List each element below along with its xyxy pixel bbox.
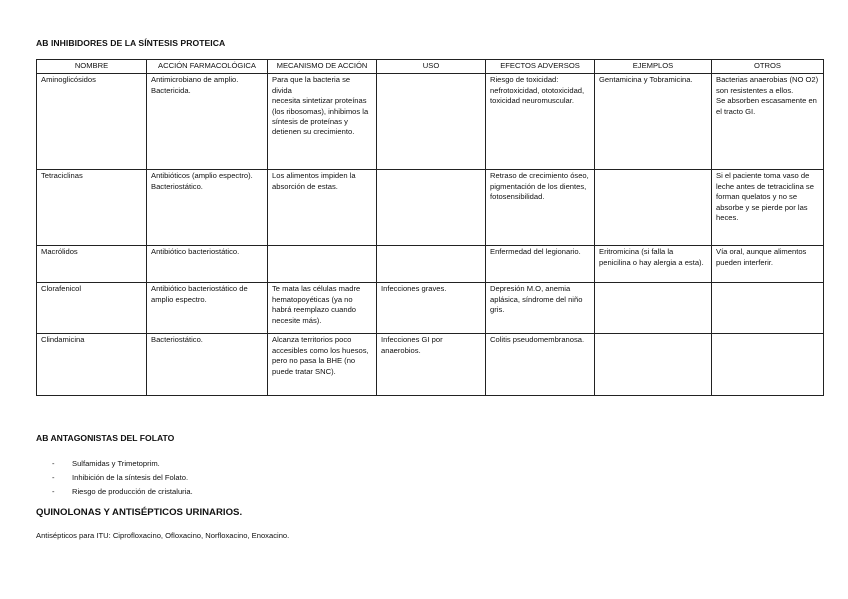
header-mecanismo: MECANISMO DE ACCIÓN xyxy=(268,60,377,74)
table-cell xyxy=(377,74,486,170)
table-row xyxy=(37,170,824,246)
table-cell: Antibióticos (amplio espectro). Bacteriostático. xyxy=(147,170,268,246)
list-item-text: Inhibición de la síntesis del Folato. xyxy=(72,473,189,482)
bullet-marker: - xyxy=(52,487,55,496)
table-cell: Vía oral, aunque alimentos pueden interferir. xyxy=(712,246,824,283)
table-cell: Tetraciclinas xyxy=(37,170,147,246)
header-ejemplos: EJEMPLOS xyxy=(595,60,712,74)
folate-bullet-list xyxy=(52,457,193,499)
table-cell xyxy=(377,246,486,283)
list-item xyxy=(52,471,193,485)
table-cell: Retraso de crecimiento óseo, pigmentación de los dientes, fotosensibilidad. xyxy=(486,170,595,246)
header-nombre: NOMBRE xyxy=(37,60,147,74)
table-cell: Infecciones GI por anaerobios. xyxy=(377,334,486,396)
table-cell: Riesgo de toxicidad: nefrotoxicidad, ototoxicidad, toxicidad neuromuscular. xyxy=(486,74,595,170)
list-item-text: Sulfamidas y Trimetoprim. xyxy=(72,459,160,468)
table-cell: Clindamicina xyxy=(37,334,147,396)
table-row xyxy=(37,74,824,170)
table-cell: Bacterias anaerobias (NO O2) son resistentes a ellos. Se absorben escasamente en el tracto GI. xyxy=(712,74,824,170)
table-cell: Enfermedad del legionario. xyxy=(486,246,595,283)
table-cell: Bacteriostático. xyxy=(147,334,268,396)
table-cell: Si el paciente toma vaso de leche antes de tetraciclina se forman quelatos y no se absorbe y se pierde por las heces. xyxy=(712,170,824,246)
table-cell xyxy=(595,170,712,246)
table-cell xyxy=(595,283,712,334)
section-title-quinolones: QUINOLONAS Y ANTISÉPTICOS URINARIOS. xyxy=(36,507,243,518)
bullet-marker: - xyxy=(52,459,55,468)
table-header-row xyxy=(37,60,824,74)
table-cell: Aminoglicósidos xyxy=(37,74,147,170)
header-uso: USO xyxy=(377,60,486,74)
drug-table xyxy=(36,59,824,396)
section-title-protein-synthesis: AB INHIBIDORES DE LA SÍNTESIS PROTEICA xyxy=(36,38,226,48)
bullet-marker: - xyxy=(52,473,55,482)
table-row xyxy=(37,246,824,283)
list-item-text: Riesgo de producción de cristaluria. xyxy=(72,487,193,496)
table-cell: Gentamicina y Tobramicina. xyxy=(595,74,712,170)
quinolones-paragraph: Antisépticos para ITU: Ciprofloxacino, Ofloxacino, Norfloxacino, Enoxacino. xyxy=(36,531,290,540)
table-cell xyxy=(712,334,824,396)
table-cell: Para que la bacteria se divida necesita sintetizar proteínas (los ribosomas), inhibimos la síntesis de proteínas y detienen su crecimiento. xyxy=(268,74,377,170)
list-item xyxy=(52,485,193,499)
table-cell: Te mata las células madre hematopoyéticas (ya no habrá reemplazo cuando necesite más). xyxy=(268,283,377,334)
table-cell: Depresión M.O, anemia aplásica, síndrome del niño gris. xyxy=(486,283,595,334)
list-item xyxy=(52,457,193,471)
table-cell: Antimicrobiano de amplio. Bactericida. xyxy=(147,74,268,170)
table-cell: Eritromicina (si falla la penicilina o hay alergia a esta). xyxy=(595,246,712,283)
table-cell: Los alimentos impiden la absorción de estas. xyxy=(268,170,377,246)
section-title-folate: AB ANTAGONISTAS DEL FOLATO xyxy=(36,433,175,443)
table-cell: Antibiótico bacteriostático. xyxy=(147,246,268,283)
table-cell: Colitis pseudomembranosa. xyxy=(486,334,595,396)
table-cell xyxy=(712,283,824,334)
table-cell: Macrólidos xyxy=(37,246,147,283)
header-otros: OTROS xyxy=(712,60,824,74)
header-efectos: EFECTOS ADVERSOS xyxy=(486,60,595,74)
table-cell: Alcanza territorios poco accesibles como los huesos, pero no pasa la BHE (no puede tratar SNC). xyxy=(268,334,377,396)
table-row xyxy=(37,283,824,334)
table-cell: Antibiótico bacteriostático de amplio espectro. xyxy=(147,283,268,334)
table-row xyxy=(37,334,824,396)
table-cell: Infecciones graves. xyxy=(377,283,486,334)
header-accion: ACCIÓN FARMACOLÓGICA xyxy=(147,60,268,74)
table-cell xyxy=(268,246,377,283)
table-cell: Clorafenicol xyxy=(37,283,147,334)
table-cell xyxy=(595,334,712,396)
table-cell xyxy=(377,170,486,246)
